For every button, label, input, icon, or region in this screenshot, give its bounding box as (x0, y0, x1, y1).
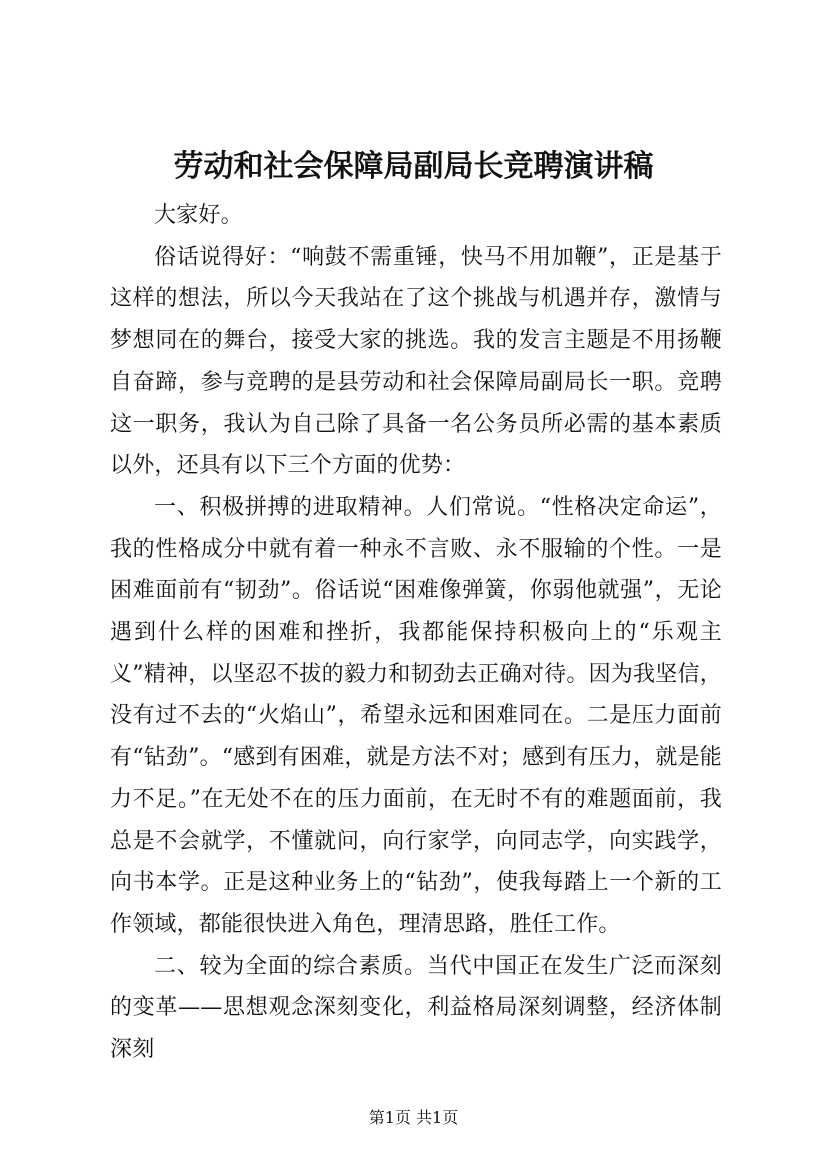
paragraph-advantage-two: 二、较为全面的综合素质。当代中国正在发生广泛而深刻的变革——思想观念深刻变化，利益格局深刻调整，经济体制深刻 (110, 953, 722, 1063)
paragraph-advantage-one: 一、积极拼搏的进取精神。人们常说。“性格决定命运”，我的性格成分中就有着一种永不言败、永不服输的个性。一是困难面前有“韧劲”。俗话说“困难像弹簧，你弱他就强”，无论遇到什么样的困难和挫折，我都能保持积极向上的“乐观主义”精神，以坚忍不拔的毅力和韧劲去正确对待。因为我坚信，没有过不去的“火焰山”，希望永远和困难同在。二是压力面前有“钻劲”。“感到有困难，就是方法不对；感到有压力，就是能力不足。”在无处不在的压力面前，在无时不有的难题面前，我总是不会就学，不懂就问，向行家学，向同志学，向实践学，向书本学。正是这种业务上的“钻劲”，使我每踏上一个新的工作领域，都能很快进入角色，理清思路，胜任工作。 (110, 494, 722, 937)
paragraph-greeting: 大家好。 (154, 203, 243, 228)
document-body (110, 195, 722, 1071)
paragraph-intro: 俗话说得好：“响鼓不需重锤，快马不用加鞭”，正是基于这样的想法，所以今天我站在了这个挑战与机遇并存，激情与梦想同在的舞台，接受大家的挑选。我的发言主题是不用扬鞭自奋蹄，参与竞聘的是县劳动和社会保障局副局长一职。竞聘这一职务，我认为自己除了具备一名公务员所必需的基本素质以外，还具有以下三个方面的优势： (110, 244, 722, 479)
page-footer: 第1页 共1页 (368, 1108, 459, 1127)
document-title: 劳动和社会保障局副局长竞聘演讲稿 (173, 149, 654, 184)
